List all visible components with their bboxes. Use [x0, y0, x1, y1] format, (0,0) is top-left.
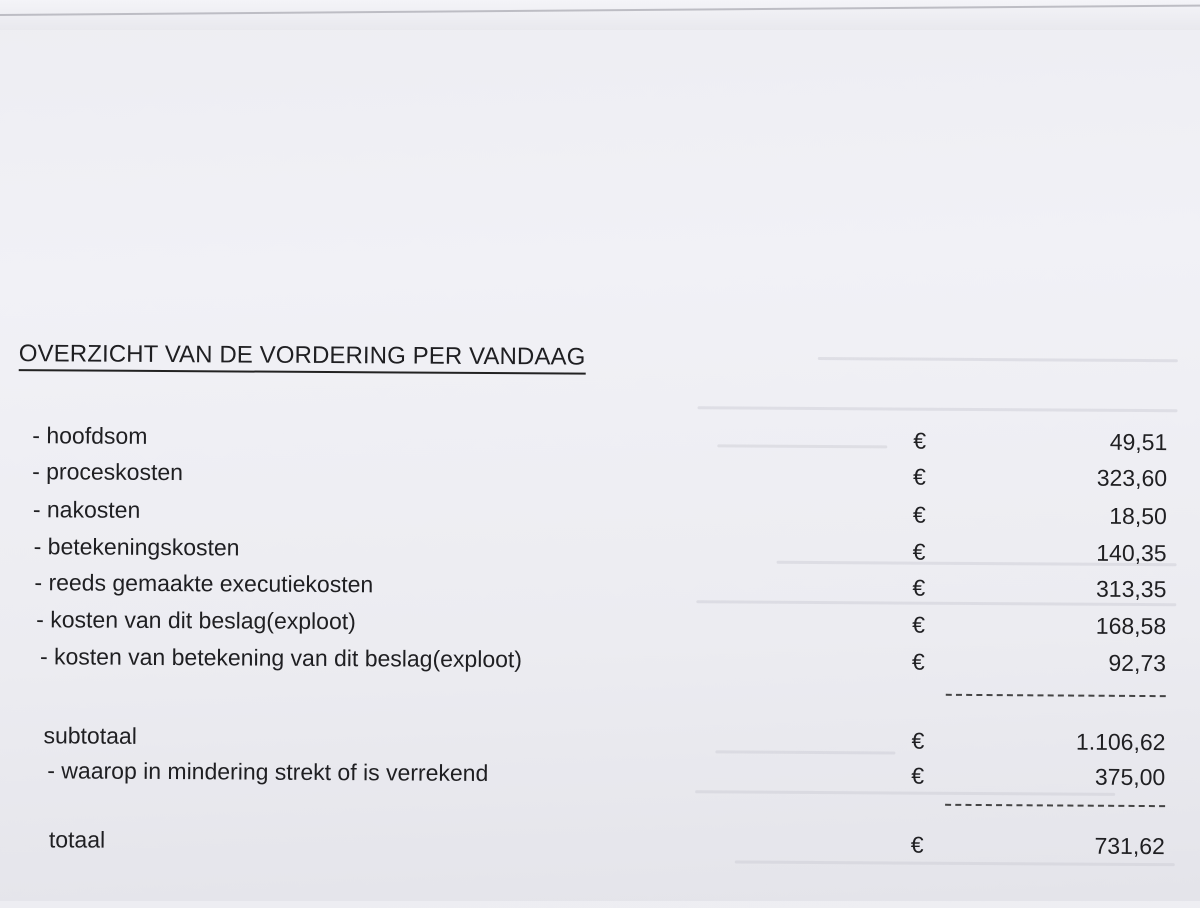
total-label: totaal	[48, 826, 106, 853]
deduction-amount: 375,00	[1094, 763, 1166, 791]
page-title: OVERZICHT VAN DE VORDERING PER VANDAAG	[19, 340, 586, 374]
total-separator	[945, 804, 1165, 807]
claim-amount: 49,51	[1109, 428, 1168, 456]
claim-row	[0, 569, 1197, 608]
claim-label: - reeds gemaakte executiekosten	[34, 569, 374, 598]
euro-sign: €	[913, 427, 927, 454]
deduction-label: - waarop in mindering strekt of is verrekend	[47, 757, 489, 786]
claim-label: - kosten van dit beslag(exploot)	[36, 606, 356, 635]
claim-amount: 92,73	[1108, 649, 1167, 677]
claim-row	[0, 422, 1197, 461]
claim-amount: 168,58	[1095, 612, 1167, 640]
claim-row	[0, 606, 1196, 645]
claim-row	[0, 533, 1197, 572]
claim-label: - nakosten	[32, 496, 141, 523]
claim-amount: 313,35	[1095, 575, 1167, 603]
claim-amount: 323,60	[1096, 464, 1168, 492]
claim-row	[0, 643, 1196, 682]
euro-sign: €	[910, 831, 924, 858]
euro-sign: €	[911, 727, 925, 754]
claim-label: - kosten van betekening van dit beslag(exploot)	[39, 643, 523, 673]
subtotal-amount: 1.106,62	[1075, 728, 1166, 756]
claim-amount: 140,35	[1096, 539, 1167, 567]
euro-sign: €	[912, 538, 926, 565]
euro-sign: €	[911, 762, 925, 789]
euro-sign: €	[912, 611, 926, 638]
deduction-row	[0, 757, 1195, 796]
show-through-line	[818, 357, 1178, 362]
total-amount: 731,62	[1094, 832, 1165, 860]
subtotal-label: subtotaal	[43, 722, 137, 749]
claim-label: - betekeningskosten	[33, 533, 240, 561]
claim-row	[0, 458, 1197, 497]
claim-label: - proceskosten	[32, 458, 184, 486]
total-row	[0, 826, 1195, 865]
claim-row	[0, 496, 1197, 535]
subtotal-row	[0, 722, 1196, 761]
euro-sign: €	[911, 648, 925, 675]
subtotal-separator	[946, 694, 1166, 697]
euro-sign: €	[912, 501, 926, 528]
euro-sign: €	[913, 463, 926, 490]
euro-sign: €	[912, 574, 926, 601]
show-through-line	[698, 406, 1178, 412]
claim-label: - hoofdsom	[32, 422, 148, 449]
claim-amount: 18,50	[1109, 502, 1167, 530]
